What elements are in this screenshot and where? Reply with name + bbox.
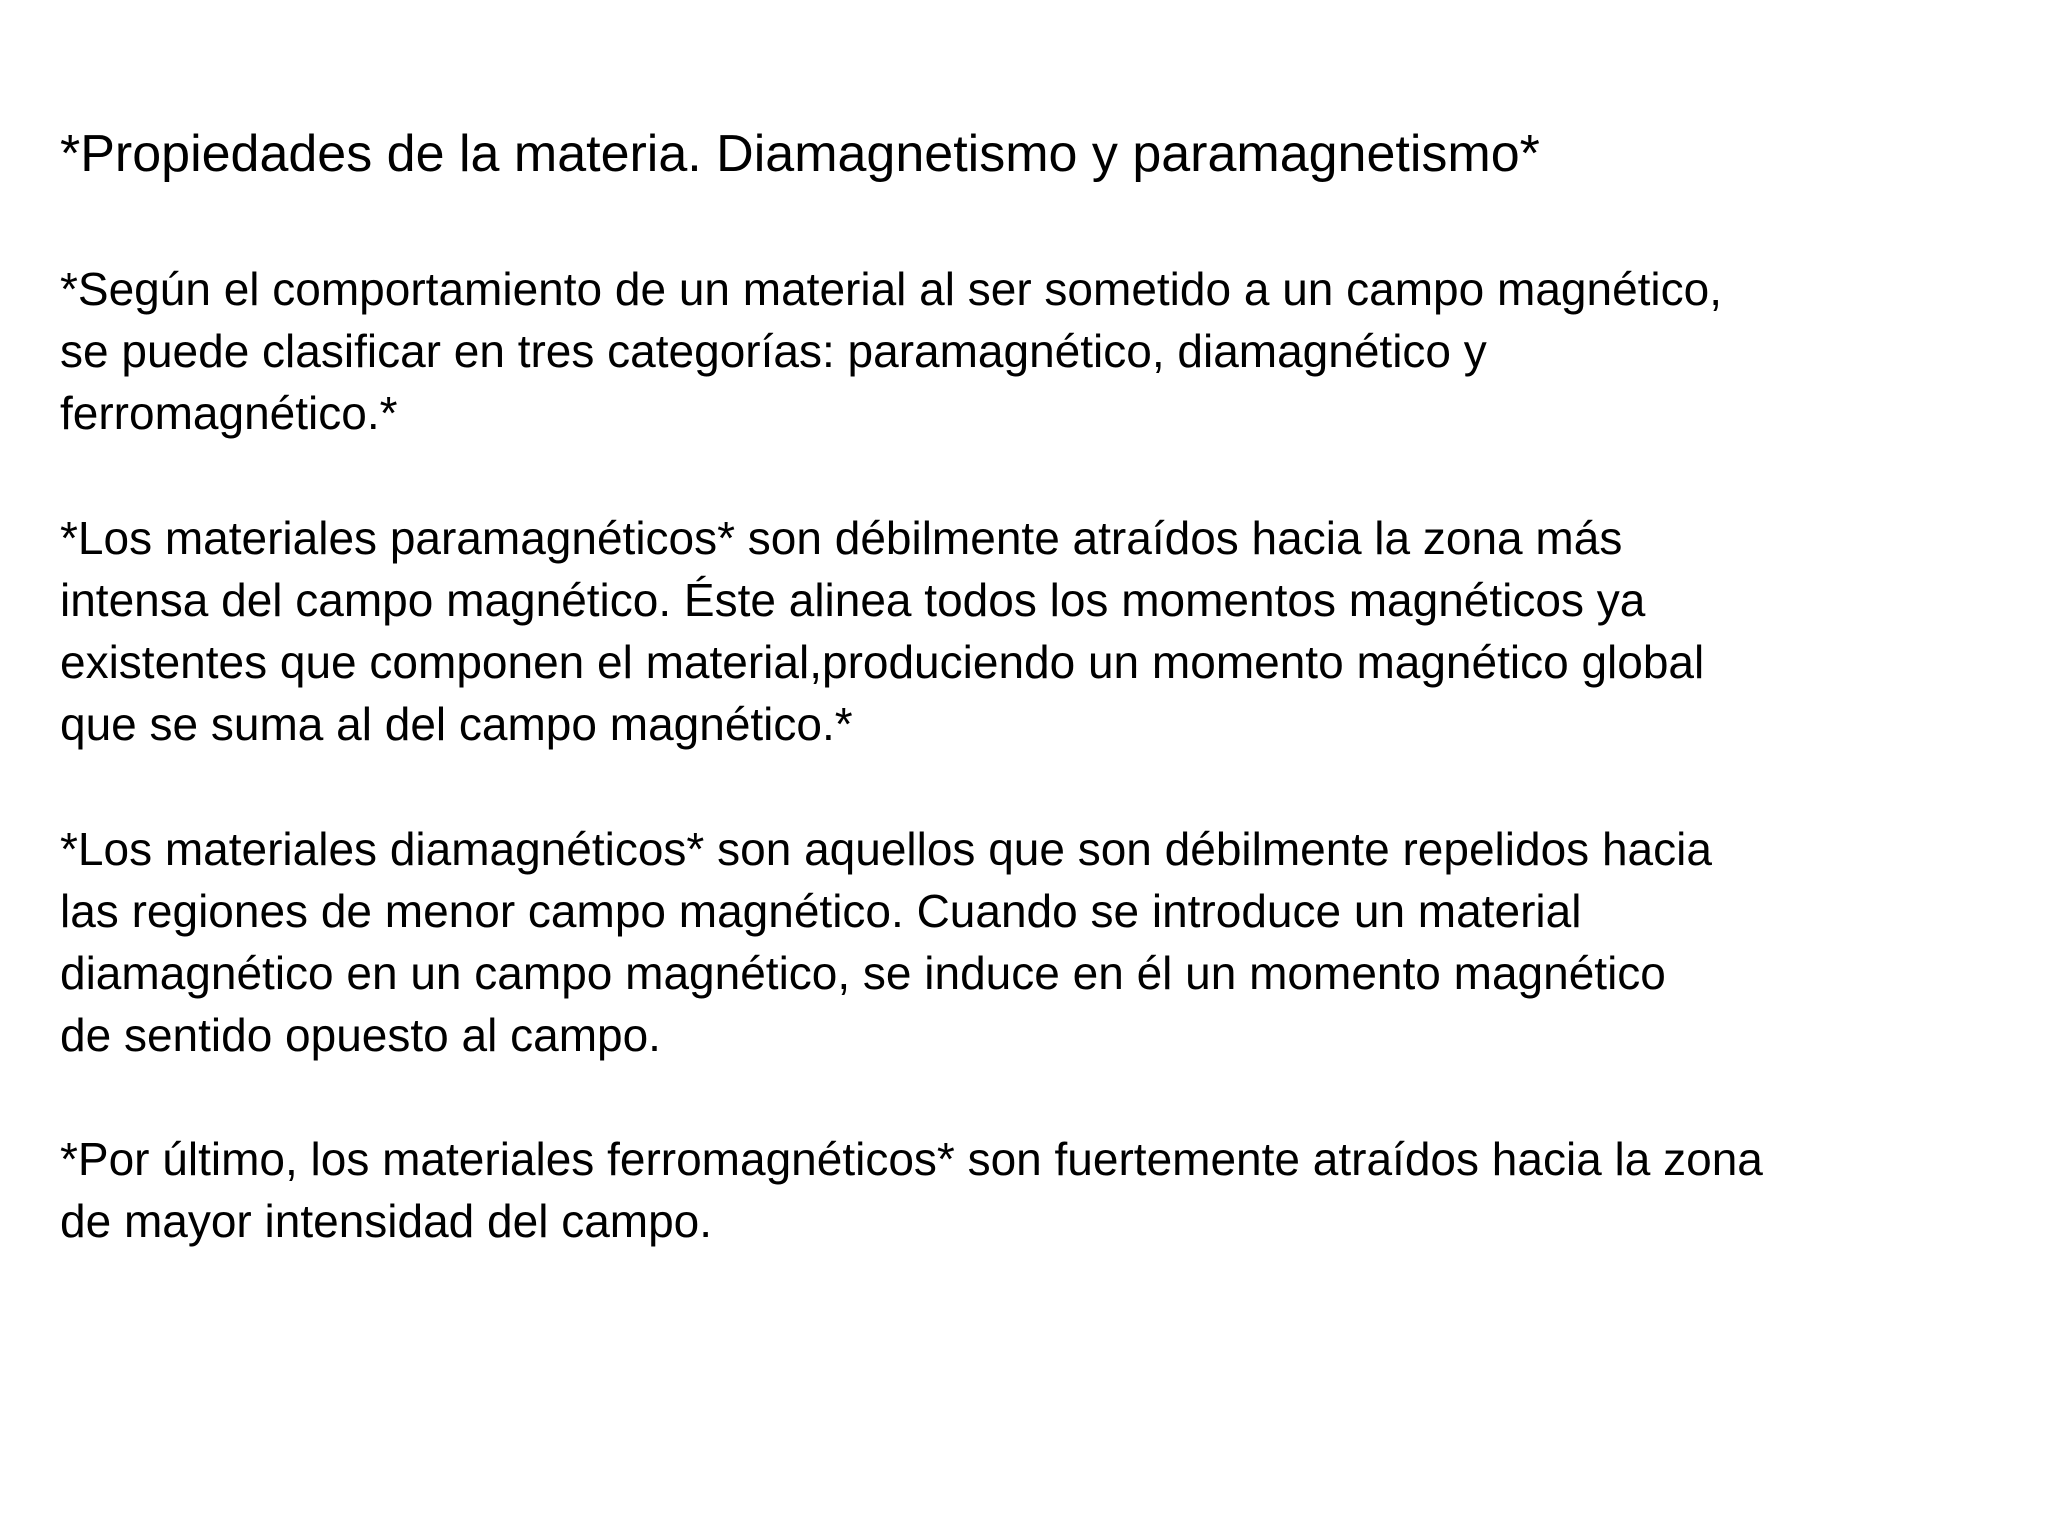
paragraph-line: ferromagnético.* [60,387,398,439]
paragraph-line: las regiones de menor campo magnético. Cuando se introduce un material [60,885,1582,937]
paragraph-diamagnetic [60,818,1712,1066]
document-title: *Propiedades de la materia. Diamagnetismo y paramagnetismo* [60,125,1540,183]
paragraph-line: de mayor intensidad del campo. [60,1195,713,1247]
paragraph-line: *Según el comportamiento de un material al ser sometido a un campo magnético, [60,263,1723,315]
paragraph-paramagnetic [60,507,1704,755]
paragraph-line: diamagnético en un campo magnético, se induce en él un momento magnético [60,947,1666,999]
paragraph-line: de sentido opuesto al campo. [60,1009,661,1061]
paragraph-classification [60,258,1722,444]
paragraph-line: existentes que componen el material,produciendo un momento magnético global [60,636,1705,688]
paragraph-line: *Los materiales paramagnéticos* son débilmente atraídos hacia la zona más [60,512,1623,564]
paragraph-ferromagnetic [60,1128,1763,1252]
paragraph-line: *Los materiales diamagnéticos* son aquellos que son débilmente repelidos hacia [60,823,1712,875]
paragraph-line: que se suma al del campo magnético.* [60,698,853,750]
paragraph-line: intensa del campo magnético. Éste alinea todos los momentos magnéticos ya [60,574,1646,626]
paragraph-line: *Por último, los materiales ferromagnéticos* son fuertemente atraídos hacia la zona [60,1133,1763,1185]
paragraph-line: se puede clasificar en tres categorías: paramagnético, diamagnético y [60,325,1487,377]
